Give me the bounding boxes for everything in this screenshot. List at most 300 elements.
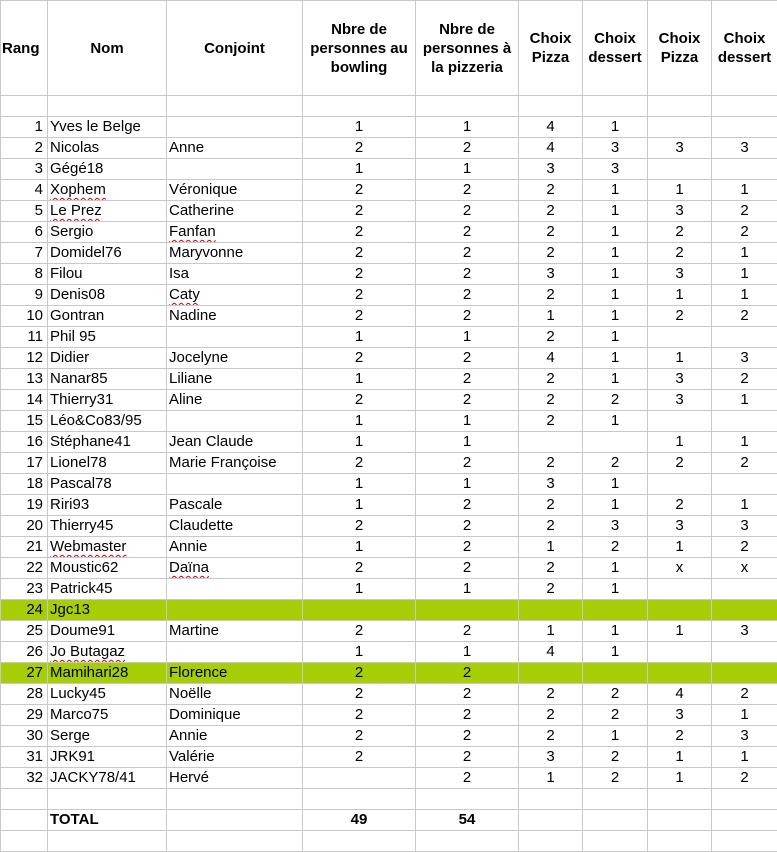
cell-nom[interactable]: Denis08 [48, 285, 167, 306]
cell-dessert-2[interactable]: 2 [712, 222, 777, 243]
cell-pizza-1[interactable]: 3 [519, 747, 583, 768]
cell-pizza-1[interactable]: 4 [519, 138, 583, 159]
cell-dessert-1[interactable]: 1 [583, 726, 648, 747]
cell-dessert-2[interactable]: 1 [712, 705, 777, 726]
cell-nom[interactable]: Léo&Co83/95 [48, 411, 167, 432]
cell-pizza-1[interactable]: 2 [519, 579, 583, 600]
table-cell[interactable] [416, 831, 519, 852]
cell-bowling[interactable]: 2 [303, 285, 416, 306]
cell-nom[interactable]: Pascal78 [48, 474, 167, 495]
cell-dessert-2[interactable]: 1 [712, 432, 777, 453]
table-cell[interactable] [583, 96, 648, 117]
cell-dessert-2[interactable]: 3 [712, 138, 777, 159]
header-nom[interactable]: Nom [48, 1, 167, 96]
table-cell[interactable] [583, 810, 648, 831]
cell-conjoint[interactable]: Pascale [167, 495, 303, 516]
cell-dessert-2[interactable] [712, 642, 777, 663]
table-cell[interactable] [167, 831, 303, 852]
cell-pizza-2[interactable]: 3 [648, 138, 712, 159]
table-cell[interactable] [416, 96, 519, 117]
table-cell[interactable] [1, 831, 48, 852]
cell-rang[interactable]: 9 [1, 285, 48, 306]
cell-pizzeria[interactable]: 1 [416, 432, 519, 453]
cell-nom[interactable]: Jgc13 [48, 600, 167, 621]
cell-conjoint[interactable]: Florence [167, 663, 303, 684]
cell-pizza-2[interactable]: 1 [648, 747, 712, 768]
cell-nom[interactable]: Riri93 [48, 495, 167, 516]
cell-dessert-1[interactable] [583, 432, 648, 453]
cell-dessert-1[interactable]: 1 [583, 285, 648, 306]
total-label[interactable]: TOTAL [48, 810, 167, 831]
cell-pizza-2[interactable] [648, 663, 712, 684]
table-cell[interactable] [648, 831, 712, 852]
table-cell[interactable] [648, 96, 712, 117]
cell-dessert-2[interactable] [712, 411, 777, 432]
cell-nom[interactable] [48, 537, 167, 558]
cell-bowling[interactable]: 1 [303, 327, 416, 348]
table-cell[interactable] [48, 831, 167, 852]
cell-dessert-2[interactable] [712, 579, 777, 600]
cell-pizzeria[interactable]: 2 [416, 285, 519, 306]
cell-pizza-2[interactable]: 3 [648, 264, 712, 285]
cell-pizzeria[interactable]: 2 [416, 768, 519, 789]
cell-pizzeria[interactable]: 2 [416, 180, 519, 201]
cell-bowling[interactable]: 2 [303, 621, 416, 642]
cell-dessert-2[interactable]: 3 [712, 621, 777, 642]
cell-pizza-2[interactable]: 3 [648, 390, 712, 411]
cell-conjoint[interactable] [167, 117, 303, 138]
cell-dessert-1[interactable]: 3 [583, 138, 648, 159]
cell-dessert-1[interactable]: 1 [583, 411, 648, 432]
cell-pizza-1[interactable]: 2 [519, 558, 583, 579]
cell-dessert-1[interactable]: 1 [583, 579, 648, 600]
cell-conjoint[interactable] [167, 558, 303, 579]
cell-bowling[interactable]: 2 [303, 243, 416, 264]
cell-dessert-2[interactable]: 2 [712, 684, 777, 705]
cell-bowling[interactable]: 2 [303, 747, 416, 768]
cell-pizza-2[interactable]: 3 [648, 516, 712, 537]
cell-pizza-2[interactable] [648, 474, 712, 495]
cell-bowling[interactable]: 2 [303, 201, 416, 222]
cell-conjoint[interactable]: Annie [167, 537, 303, 558]
cell-pizza-1[interactable]: 2 [519, 726, 583, 747]
cell-pizzeria[interactable]: 2 [416, 663, 519, 684]
cell-pizza-2[interactable]: 2 [648, 243, 712, 264]
table-cell[interactable] [1, 96, 48, 117]
cell-pizzeria[interactable]: 2 [416, 558, 519, 579]
cell-bowling[interactable]: 2 [303, 390, 416, 411]
cell-nom[interactable]: Thierry45 [48, 516, 167, 537]
cell-bowling[interactable]: 2 [303, 516, 416, 537]
cell-dessert-1[interactable]: 1 [583, 201, 648, 222]
total-bowling[interactable]: 49 [303, 810, 416, 831]
cell-dessert-1[interactable]: 1 [583, 180, 648, 201]
cell-rang[interactable]: 20 [1, 516, 48, 537]
cell-bowling[interactable]: 1 [303, 537, 416, 558]
cell-bowling[interactable]: 1 [303, 579, 416, 600]
cell-dessert-1[interactable]: 2 [583, 453, 648, 474]
cell-rang[interactable]: 8 [1, 264, 48, 285]
cell-bowling[interactable]: 1 [303, 474, 416, 495]
cell-conjoint[interactable]: Nadine [167, 306, 303, 327]
cell-nom[interactable]: Gégé18 [48, 159, 167, 180]
cell-conjoint[interactable] [167, 579, 303, 600]
cell-bowling[interactable]: 2 [303, 222, 416, 243]
table-cell[interactable] [167, 96, 303, 117]
cell-pizza-1[interactable]: 2 [519, 453, 583, 474]
header-dessert-2[interactable]: Choix dessert [712, 1, 777, 96]
cell-pizza-1[interactable]: 2 [519, 516, 583, 537]
cell-nom[interactable]: Nicolas [48, 138, 167, 159]
cell-nom[interactable] [48, 201, 167, 222]
cell-pizza-1[interactable]: 2 [519, 327, 583, 348]
cell-pizza-2[interactable]: 1 [648, 537, 712, 558]
cell-nom[interactable]: Doume91 [48, 621, 167, 642]
cell-nom[interactable]: Nanar85 [48, 369, 167, 390]
cell-rang[interactable]: 32 [1, 768, 48, 789]
cell-pizzeria[interactable]: 2 [416, 222, 519, 243]
cell-pizzeria[interactable]: 2 [416, 390, 519, 411]
table-cell[interactable] [712, 96, 777, 117]
cell-dessert-1[interactable]: 2 [583, 705, 648, 726]
cell-conjoint[interactable]: Isa [167, 264, 303, 285]
cell-dessert-1[interactable]: 1 [583, 327, 648, 348]
cell-rang[interactable]: 12 [1, 348, 48, 369]
cell-pizza-2[interactable]: 1 [648, 348, 712, 369]
cell-pizzeria[interactable]: 1 [416, 474, 519, 495]
cell-conjoint[interactable]: Véronique [167, 180, 303, 201]
cell-bowling[interactable]: 2 [303, 663, 416, 684]
cell-pizza-1[interactable]: 2 [519, 495, 583, 516]
cell-dessert-2[interactable] [712, 327, 777, 348]
cell-pizzeria[interactable]: 1 [416, 579, 519, 600]
table-cell[interactable] [303, 831, 416, 852]
cell-dessert-2[interactable]: 2 [712, 453, 777, 474]
cell-nom[interactable]: Moustic62 [48, 558, 167, 579]
cell-pizzeria[interactable]: 2 [416, 537, 519, 558]
cell-rang[interactable]: 7 [1, 243, 48, 264]
table-cell[interactable] [167, 789, 303, 810]
cell-nom[interactable]: Serge [48, 726, 167, 747]
cell-nom[interactable]: Marco75 [48, 705, 167, 726]
cell-pizza-1[interactable]: 2 [519, 243, 583, 264]
cell-pizza-1[interactable]: 2 [519, 684, 583, 705]
cell-dessert-2[interactable] [712, 117, 777, 138]
cell-pizzeria[interactable]: 1 [416, 642, 519, 663]
cell-pizza-2[interactable]: 3 [648, 705, 712, 726]
table-cell[interactable] [583, 789, 648, 810]
header-dessert-1[interactable]: Choix dessert [583, 1, 648, 96]
cell-pizzeria[interactable]: 1 [416, 159, 519, 180]
cell-pizzeria[interactable]: 2 [416, 726, 519, 747]
cell-pizza-1[interactable]: 2 [519, 222, 583, 243]
header-rang[interactable]: Rang [1, 1, 48, 96]
cell-dessert-2[interactable]: 2 [712, 369, 777, 390]
cell-pizza-2[interactable]: 2 [648, 306, 712, 327]
cell-dessert-1[interactable]: 1 [583, 621, 648, 642]
cell-conjoint[interactable]: Marie Françoise [167, 453, 303, 474]
table-cell[interactable] [648, 810, 712, 831]
cell-rang[interactable]: 3 [1, 159, 48, 180]
cell-conjoint[interactable]: Aline [167, 390, 303, 411]
cell-pizza-2[interactable]: 3 [648, 369, 712, 390]
cell-pizza-1[interactable]: 2 [519, 201, 583, 222]
header-pizza-1[interactable]: Choix Pizza [519, 1, 583, 96]
cell-nom[interactable]: Lucky45 [48, 684, 167, 705]
cell-pizzeria[interactable]: 2 [416, 705, 519, 726]
cell-dessert-2[interactable] [712, 474, 777, 495]
cell-pizza-2[interactable]: 3 [648, 201, 712, 222]
table-cell[interactable] [167, 810, 303, 831]
table-cell[interactable] [712, 810, 777, 831]
cell-pizza-1[interactable]: 1 [519, 621, 583, 642]
cell-nom[interactable]: Filou [48, 264, 167, 285]
cell-pizza-1[interactable] [519, 663, 583, 684]
cell-pizzeria[interactable] [416, 600, 519, 621]
cell-pizza-1[interactable]: 4 [519, 348, 583, 369]
cell-pizza-2[interactable] [648, 642, 712, 663]
cell-bowling[interactable]: 1 [303, 369, 416, 390]
cell-pizzeria[interactable]: 2 [416, 747, 519, 768]
cell-dessert-2[interactable]: 2 [712, 768, 777, 789]
cell-pizza-2[interactable] [648, 579, 712, 600]
cell-rang[interactable]: 23 [1, 579, 48, 600]
cell-conjoint[interactable] [167, 285, 303, 306]
cell-conjoint[interactable]: Catherine [167, 201, 303, 222]
cell-pizza-2[interactable]: 4 [648, 684, 712, 705]
cell-dessert-1[interactable] [583, 600, 648, 621]
cell-dessert-2[interactable]: 2 [712, 537, 777, 558]
cell-rang[interactable]: 4 [1, 180, 48, 201]
cell-pizza-1[interactable] [519, 600, 583, 621]
cell-nom[interactable]: JRK91 [48, 747, 167, 768]
cell-dessert-2[interactable]: x [712, 558, 777, 579]
cell-pizzeria[interactable]: 2 [416, 306, 519, 327]
cell-conjoint[interactable] [167, 159, 303, 180]
cell-dessert-1[interactable] [583, 663, 648, 684]
cell-conjoint[interactable]: Jocelyne [167, 348, 303, 369]
cell-rang[interactable]: 29 [1, 705, 48, 726]
cell-dessert-2[interactable] [712, 600, 777, 621]
cell-bowling[interactable] [303, 600, 416, 621]
cell-pizzeria[interactable]: 2 [416, 453, 519, 474]
cell-pizza-2[interactable]: 1 [648, 768, 712, 789]
cell-rang[interactable]: 25 [1, 621, 48, 642]
cell-pizza-1[interactable]: 2 [519, 705, 583, 726]
cell-pizzeria[interactable]: 1 [416, 411, 519, 432]
cell-dessert-2[interactable]: 1 [712, 180, 777, 201]
cell-rang[interactable]: 14 [1, 390, 48, 411]
cell-rang[interactable]: 30 [1, 726, 48, 747]
cell-conjoint[interactable]: Jean Claude [167, 432, 303, 453]
cell-dessert-1[interactable]: 2 [583, 684, 648, 705]
cell-dessert-1[interactable]: 1 [583, 495, 648, 516]
cell-pizza-1[interactable]: 1 [519, 537, 583, 558]
cell-rang[interactable]: 5 [1, 201, 48, 222]
cell-conjoint[interactable]: Liliane [167, 369, 303, 390]
table-cell[interactable] [648, 789, 712, 810]
cell-nom[interactable]: Gontran [48, 306, 167, 327]
cell-rang[interactable]: 6 [1, 222, 48, 243]
cell-conjoint[interactable]: Hervé [167, 768, 303, 789]
cell-rang[interactable]: 16 [1, 432, 48, 453]
cell-dessert-2[interactable]: 2 [712, 306, 777, 327]
cell-dessert-2[interactable]: 1 [712, 390, 777, 411]
cell-rang[interactable]: 1 [1, 117, 48, 138]
table-cell[interactable] [1, 789, 48, 810]
cell-conjoint[interactable] [167, 327, 303, 348]
cell-pizza-2[interactable]: x [648, 558, 712, 579]
cell-nom[interactable]: Mamihari28 [48, 663, 167, 684]
cell-bowling[interactable]: 2 [303, 264, 416, 285]
cell-pizza-2[interactable] [648, 600, 712, 621]
cell-dessert-1[interactable]: 2 [583, 747, 648, 768]
table-cell[interactable] [303, 789, 416, 810]
cell-bowling[interactable]: 2 [303, 705, 416, 726]
cell-nom[interactable]: Patrick45 [48, 579, 167, 600]
cell-dessert-2[interactable] [712, 159, 777, 180]
cell-conjoint[interactable]: Valérie [167, 747, 303, 768]
cell-pizzeria[interactable]: 2 [416, 348, 519, 369]
cell-pizza-2[interactable]: 1 [648, 621, 712, 642]
cell-conjoint[interactable] [167, 222, 303, 243]
cell-conjoint[interactable]: Annie [167, 726, 303, 747]
cell-pizzeria[interactable]: 2 [416, 621, 519, 642]
cell-pizza-2[interactable] [648, 159, 712, 180]
header-pizza-2[interactable]: Choix Pizza [648, 1, 712, 96]
cell-dessert-1[interactable]: 1 [583, 243, 648, 264]
cell-dessert-1[interactable]: 1 [583, 306, 648, 327]
cell-dessert-2[interactable]: 1 [712, 243, 777, 264]
cell-conjoint[interactable] [167, 600, 303, 621]
cell-nom[interactable] [48, 180, 167, 201]
cell-dessert-1[interactable]: 2 [583, 537, 648, 558]
cell-pizza-1[interactable]: 2 [519, 285, 583, 306]
cell-nom[interactable] [48, 642, 167, 663]
cell-dessert-1[interactable]: 1 [583, 642, 648, 663]
cell-dessert-2[interactable]: 1 [712, 495, 777, 516]
cell-bowling[interactable]: 2 [303, 306, 416, 327]
total-pizzeria[interactable]: 54 [416, 810, 519, 831]
cell-pizza-2[interactable] [648, 327, 712, 348]
header-pizzeria[interactable]: Nbre de personnes à la pizzeria [416, 1, 519, 96]
cell-rang[interactable]: 2 [1, 138, 48, 159]
cell-nom[interactable]: Stéphane41 [48, 432, 167, 453]
cell-pizzeria[interactable]: 1 [416, 117, 519, 138]
cell-bowling[interactable]: 1 [303, 642, 416, 663]
cell-rang[interactable]: 18 [1, 474, 48, 495]
cell-dessert-1[interactable]: 1 [583, 474, 648, 495]
table-cell[interactable] [48, 96, 167, 117]
cell-conjoint[interactable]: Martine [167, 621, 303, 642]
table-cell[interactable] [519, 96, 583, 117]
cell-pizza-1[interactable]: 3 [519, 159, 583, 180]
table-cell[interactable] [712, 831, 777, 852]
cell-bowling[interactable]: 2 [303, 180, 416, 201]
cell-bowling[interactable]: 1 [303, 117, 416, 138]
cell-dessert-2[interactable]: 1 [712, 264, 777, 285]
cell-rang[interactable]: 31 [1, 747, 48, 768]
cell-dessert-2[interactable]: 1 [712, 285, 777, 306]
cell-dessert-1[interactable]: 3 [583, 516, 648, 537]
cell-rang[interactable]: 22 [1, 558, 48, 579]
cell-pizza-1[interactable] [519, 432, 583, 453]
cell-pizzeria[interactable]: 1 [416, 327, 519, 348]
cell-pizza-1[interactable]: 2 [519, 180, 583, 201]
cell-rang[interactable]: 28 [1, 684, 48, 705]
cell-pizzeria[interactable]: 2 [416, 516, 519, 537]
cell-pizza-2[interactable]: 2 [648, 222, 712, 243]
cell-pizzeria[interactable]: 2 [416, 243, 519, 264]
cell-bowling[interactable] [303, 768, 416, 789]
table-cell[interactable] [519, 831, 583, 852]
cell-bowling[interactable]: 2 [303, 138, 416, 159]
cell-dessert-1[interactable]: 2 [583, 768, 648, 789]
cell-dessert-1[interactable]: 1 [583, 369, 648, 390]
cell-pizza-1[interactable]: 1 [519, 768, 583, 789]
cell-dessert-2[interactable] [712, 663, 777, 684]
table-cell[interactable] [519, 789, 583, 810]
cell-dessert-2[interactable]: 3 [712, 348, 777, 369]
table-cell[interactable] [416, 789, 519, 810]
cell-pizza-2[interactable]: 2 [648, 495, 712, 516]
table-cell[interactable] [303, 96, 416, 117]
cell-dessert-1[interactable]: 1 [583, 348, 648, 369]
cell-nom[interactable]: Yves le Belge [48, 117, 167, 138]
cell-dessert-1[interactable]: 2 [583, 390, 648, 411]
cell-nom[interactable]: Didier [48, 348, 167, 369]
cell-pizza-1[interactable]: 4 [519, 117, 583, 138]
cell-dessert-1[interactable]: 3 [583, 159, 648, 180]
cell-bowling[interactable]: 2 [303, 348, 416, 369]
cell-rang[interactable]: 26 [1, 642, 48, 663]
cell-rang[interactable]: 17 [1, 453, 48, 474]
cell-pizza-1[interactable]: 2 [519, 390, 583, 411]
cell-pizza-1[interactable]: 2 [519, 411, 583, 432]
cell-pizza-2[interactable]: 1 [648, 180, 712, 201]
cell-nom[interactable]: Thierry31 [48, 390, 167, 411]
cell-rang[interactable]: 15 [1, 411, 48, 432]
cell-pizza-1[interactable]: 1 [519, 306, 583, 327]
cell-conjoint[interactable] [167, 474, 303, 495]
cell-pizza-1[interactable]: 3 [519, 474, 583, 495]
cell-bowling[interactable]: 1 [303, 159, 416, 180]
cell-bowling[interactable]: 2 [303, 684, 416, 705]
cell-rang[interactable]: 19 [1, 495, 48, 516]
cell-rang[interactable]: 21 [1, 537, 48, 558]
cell-conjoint[interactable]: Dominique [167, 705, 303, 726]
cell-conjoint[interactable]: Noëlle [167, 684, 303, 705]
table-cell[interactable] [1, 810, 48, 831]
table-cell[interactable] [712, 789, 777, 810]
cell-dessert-2[interactable]: 3 [712, 516, 777, 537]
cell-dessert-2[interactable]: 2 [712, 201, 777, 222]
table-cell[interactable] [583, 831, 648, 852]
cell-bowling[interactable]: 2 [303, 726, 416, 747]
cell-nom[interactable]: Lionel78 [48, 453, 167, 474]
cell-rang[interactable]: 10 [1, 306, 48, 327]
cell-pizza-2[interactable]: 2 [648, 453, 712, 474]
cell-bowling[interactable]: 2 [303, 453, 416, 474]
cell-dessert-2[interactable]: 1 [712, 747, 777, 768]
header-bowling[interactable]: Nbre de personnes au bowling [303, 1, 416, 96]
cell-dessert-1[interactable]: 1 [583, 558, 648, 579]
cell-pizza-2[interactable]: 1 [648, 285, 712, 306]
cell-nom[interactable]: Phil 95 [48, 327, 167, 348]
cell-pizzeria[interactable]: 2 [416, 495, 519, 516]
cell-dessert-1[interactable]: 1 [583, 222, 648, 243]
table-cell[interactable] [519, 810, 583, 831]
